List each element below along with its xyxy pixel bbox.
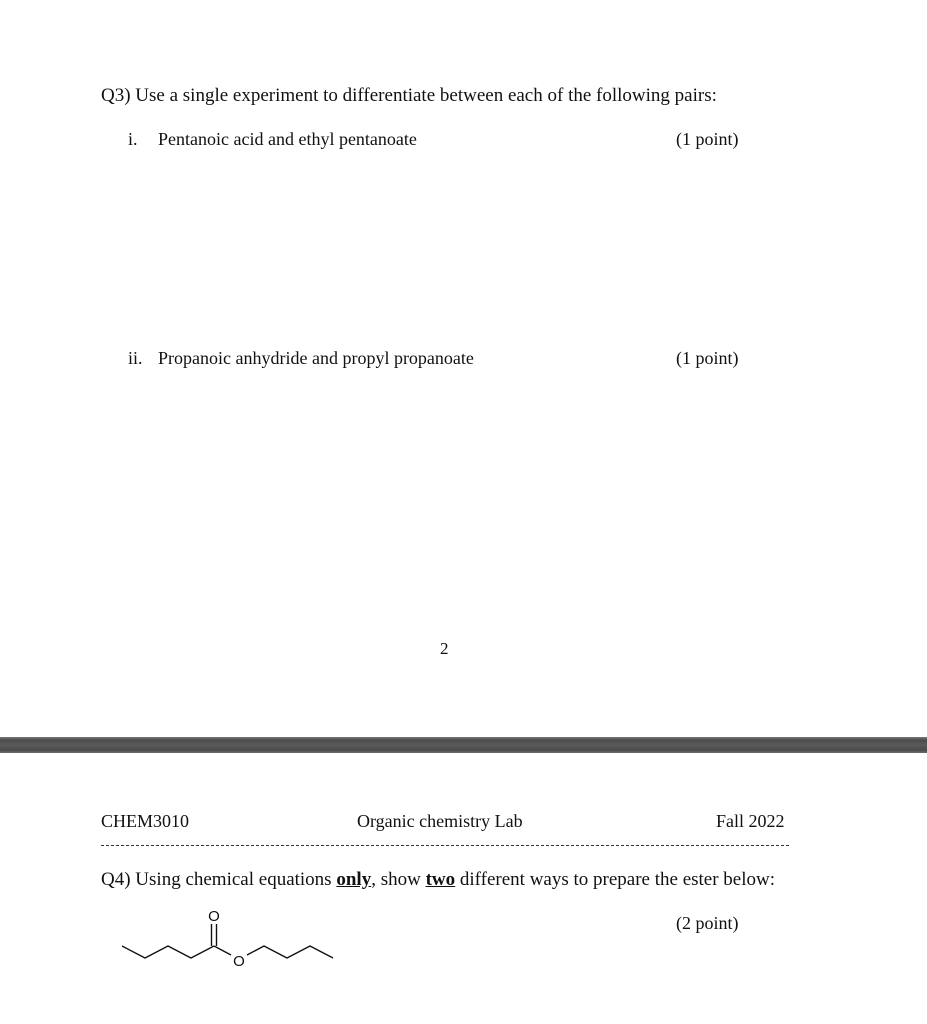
q4-suffix: different ways to prepare the ester below: [455,869,776,890]
carbonyl-oxygen-label: O [208,908,220,925]
ester-oxygen-label: O [233,953,245,970]
q3-item-i-label: i. [128,129,138,149]
ester-skeleton [122,924,333,958]
alkoxy-chain-bond [247,946,333,958]
q4-emphasis-only: only [336,869,372,890]
q4-emphasis-two: two [425,869,456,890]
ester-structure [110,905,350,975]
q3-item-ii-label: ii. [128,348,143,368]
q3-item-i-text: Pentanoic acid and ethyl pentanoate [158,129,417,149]
q3-item-ii-text: Propanoic anhydride and propyl propanoate [158,348,474,368]
q4-points: (2 point) [676,913,739,933]
q3-prompt: Q3) Use a single experiment to differentiate between each of the following pairs: [101,85,717,106]
header-course-title: Organic chemistry Lab [357,811,523,831]
header-divider [101,845,789,846]
q4-prompt [101,869,775,891]
page-number: 2 [440,639,449,658]
page-separator [0,737,927,753]
acyl-chain-bond [122,946,214,958]
q3-item-i-points: (1 point) [676,129,739,149]
ester-co-bond [214,946,231,955]
q4-mid: , show [371,869,426,890]
header-course-code: CHEM3010 [101,811,190,831]
header-term: Fall 2022 [716,811,785,831]
q4-prefix: Q4) Using chemical equations [101,869,337,890]
q3-item-ii-points: (1 point) [676,348,739,368]
